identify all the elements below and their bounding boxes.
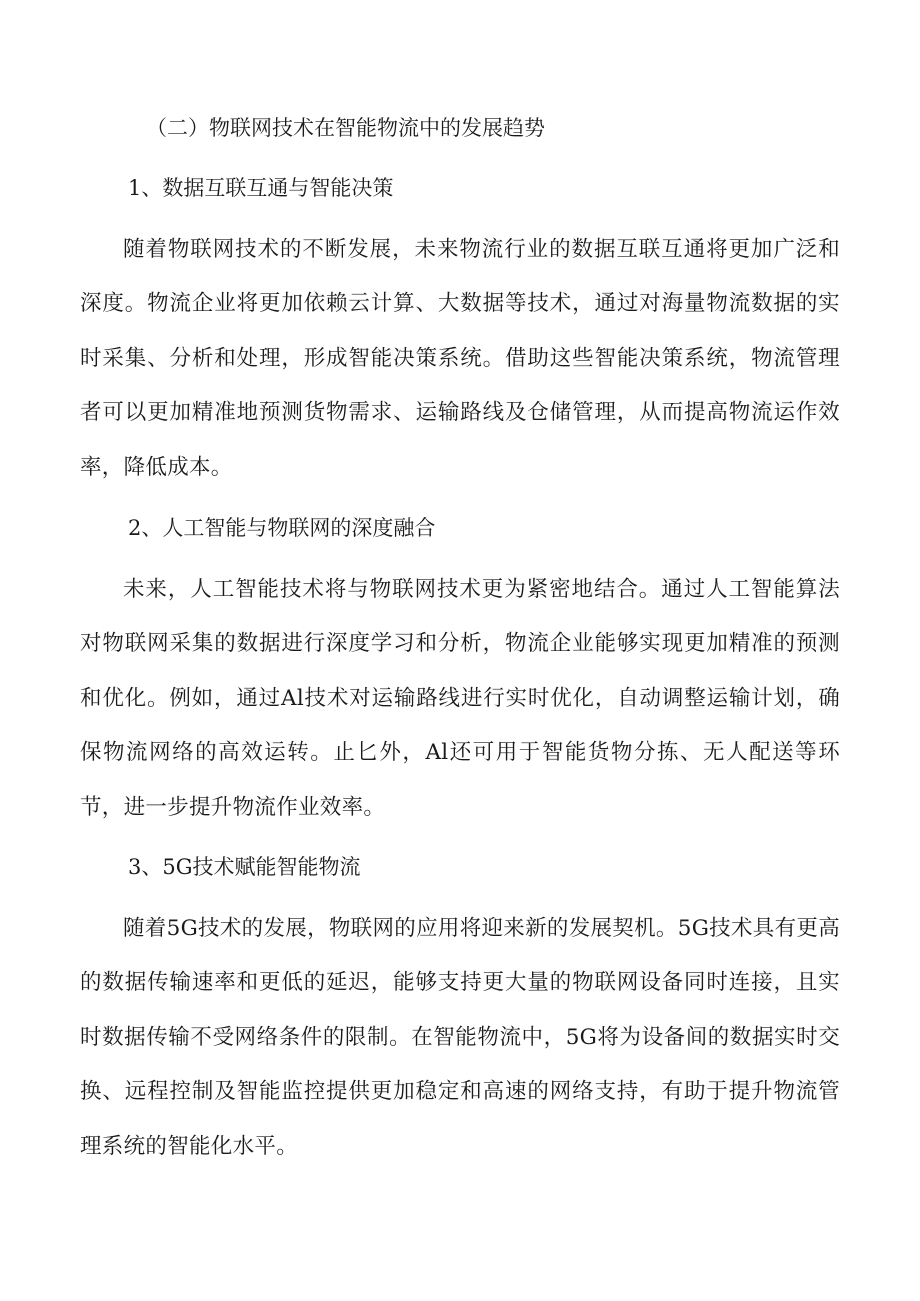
subsection-2-heading: 2、人工智能与物联网的深度融合 <box>128 516 436 540</box>
subsection-1-heading: 1、数据互联互通与智能决策 <box>128 176 394 200</box>
subsection-3-paragraph: 随着5G技术的发展，物联网的应用将迎来新的发展契机。5G技术具有更高的数据传输速率和更低的延迟，能够支持更大量的物联网设备同时连接，且实时数据传输不受网络条件的限制。在智能物流中，5G将为设备间的数据实时交换、远程控制及智能监控提供更加稳定和高速的网络支持，有助于提升物流管理系统的智能化水平。 <box>80 916 840 1159</box>
section-heading: （二）物联网技术在智能物流中的发展趋势 <box>146 116 545 140</box>
subsection-3-heading: 3、5G技术赋能智能物流 <box>128 855 361 879</box>
subsection-2-paragraph: 未来，人工智能技术将与物联网技术更为紧密地结合。通过人工智能算法对物联网采集的数据进行深度学习和分析，物流企业能够实现更加精准的预测和优化。例如，通过Al技术对运输路线进行实时优化，自动调整运输计划，确保物流网络的高效运转。止匕外，Al还可用于智能货物分拣、无人配送等环节，进一步提升物流作业效率。 <box>80 577 840 820</box>
subsection-1-paragraph: 随着物联网技术的不断发展，未来物流行业的数据互联互通将更加广泛和深度。物流企业将更加依赖云计算、大数据等技术，通过对海量物流数据的实时采集、分析和处理，形成智能决策系统。借助这些智能决策系统，物流管理者可以更加精准地预测货物需求、运输路线及仓储管理，从而提高物流运作效率，降低成本。 <box>80 237 840 480</box>
